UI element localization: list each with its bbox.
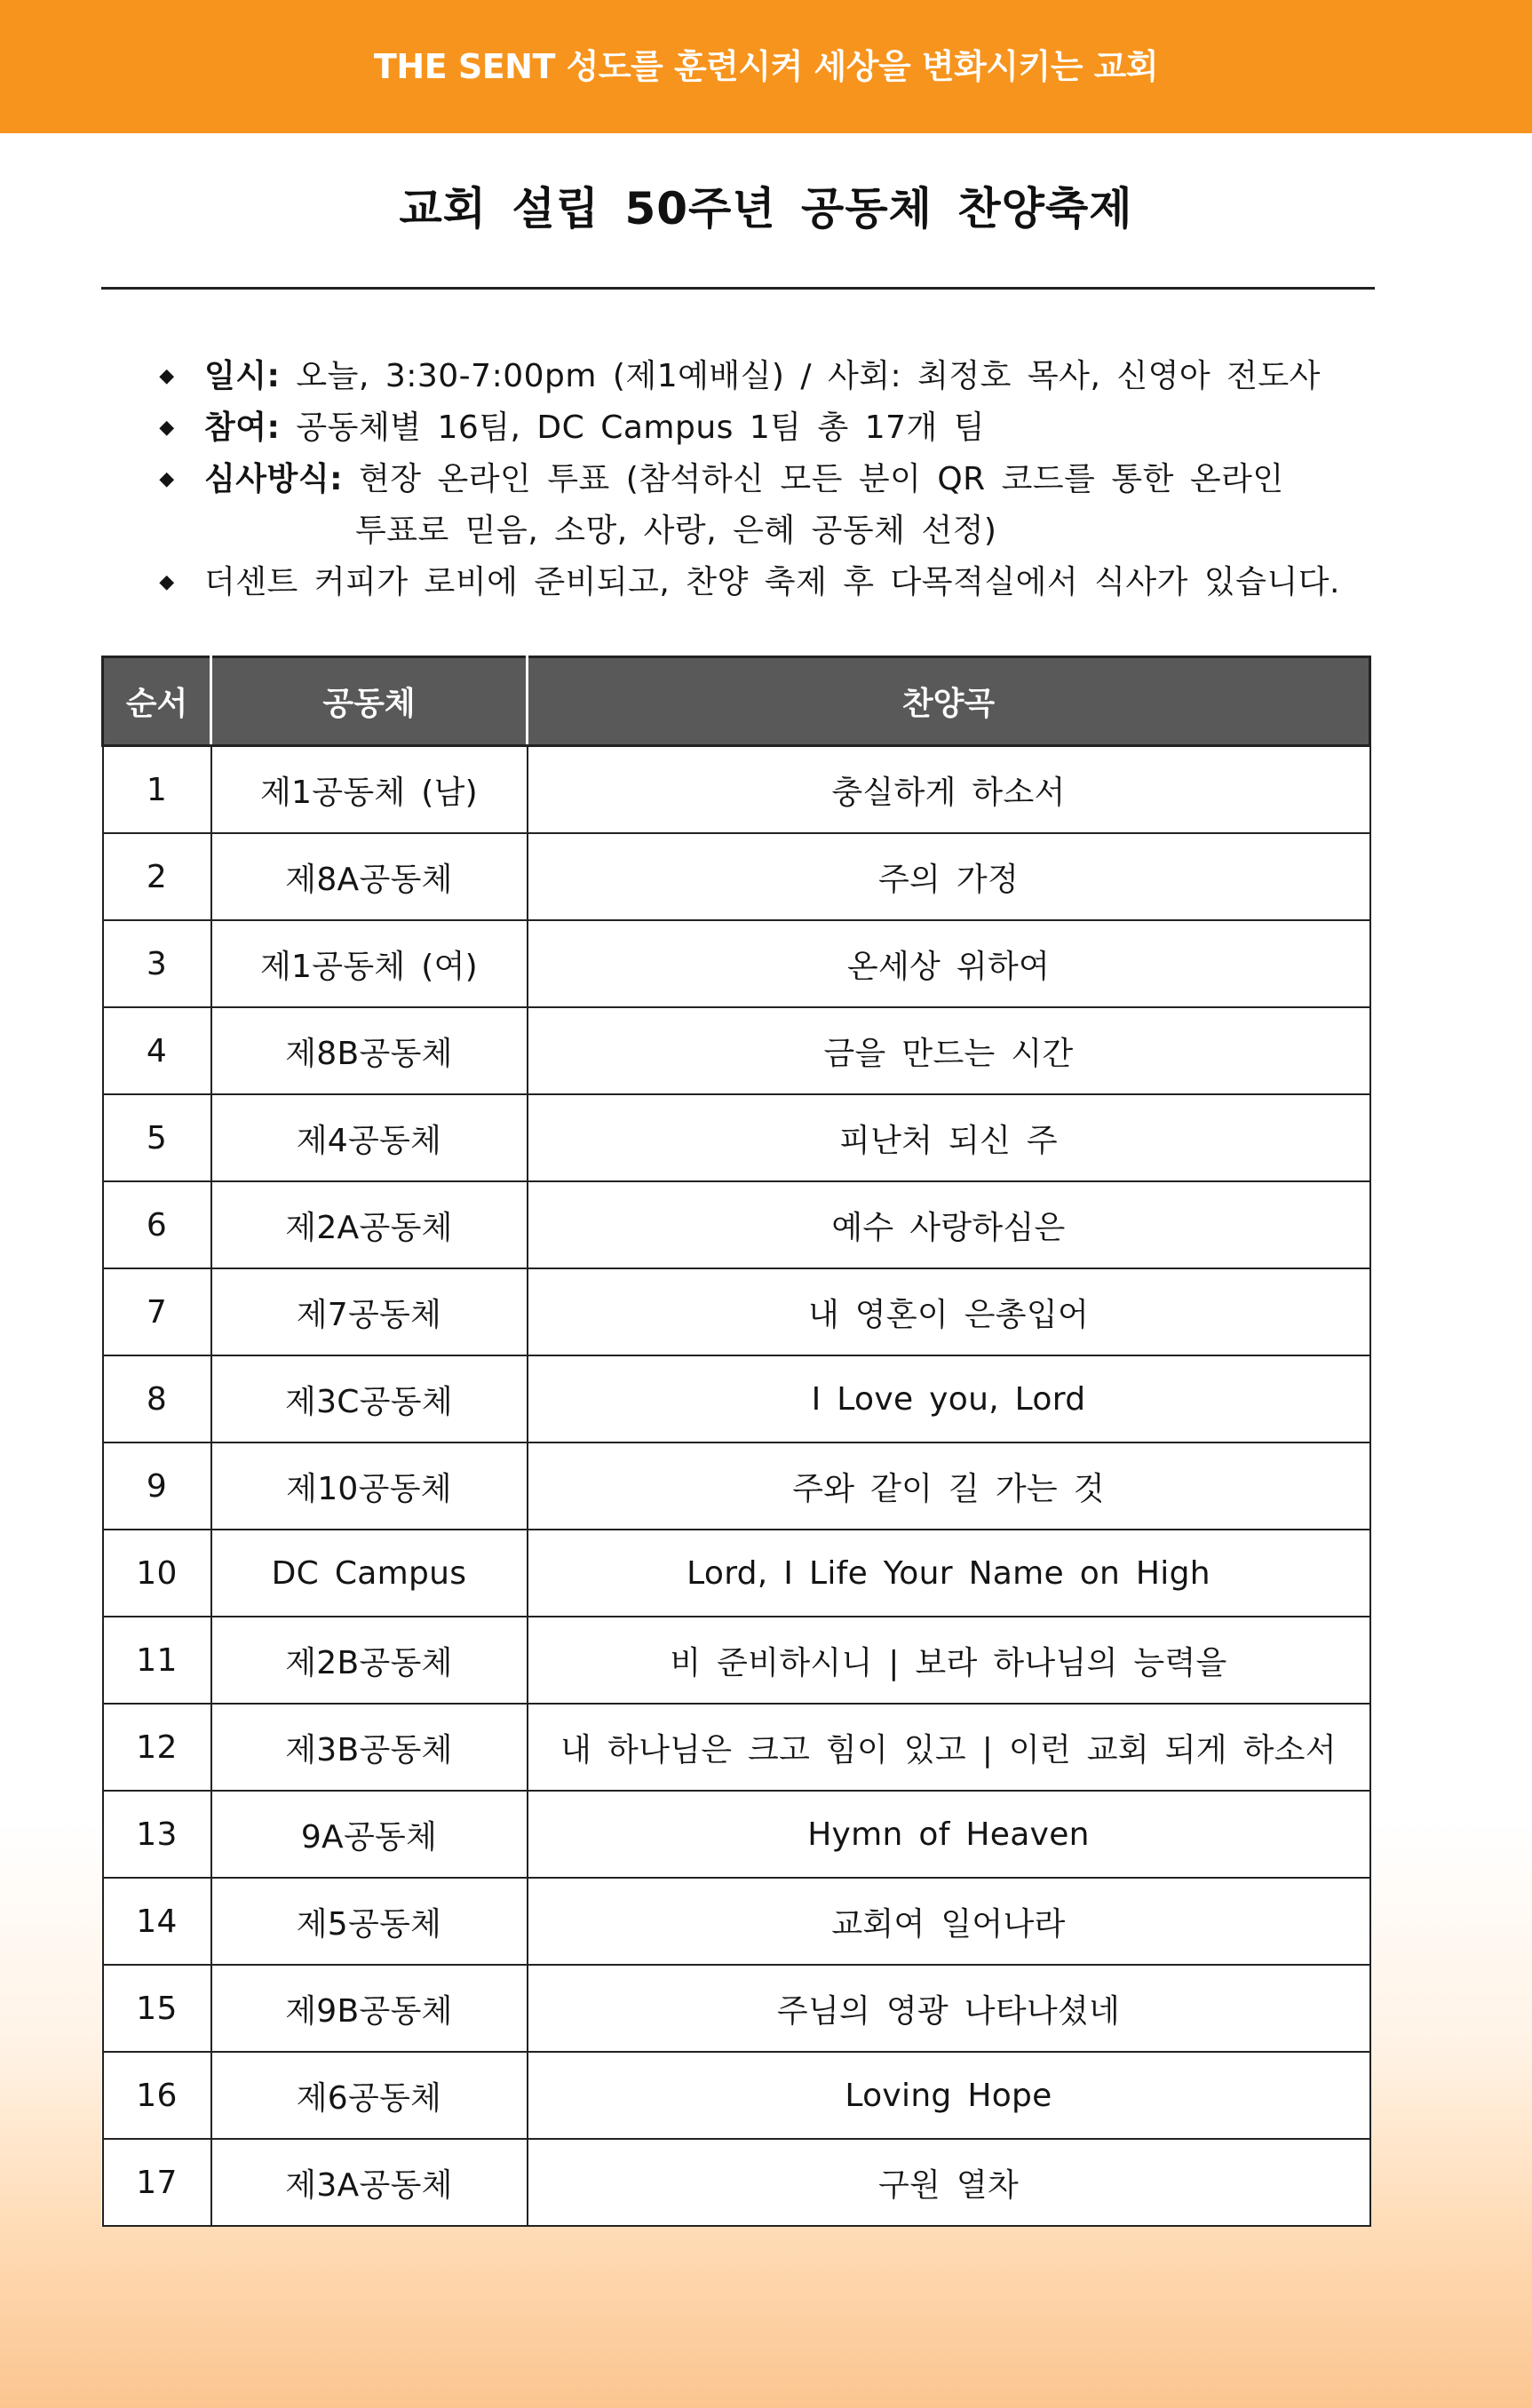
- cell-community: 제3C공동체: [211, 1355, 528, 1442]
- cell-community: 제4공동체: [211, 1094, 528, 1181]
- cell-community: 제8A공동체: [211, 833, 528, 920]
- cell-order: 5: [103, 1094, 211, 1181]
- cell-order: 16: [103, 2052, 211, 2139]
- cell-song: 교회여 일어나라: [528, 1878, 1370, 1965]
- info-text-judging-continued: 투표로 믿음, 소망, 사랑, 은혜 공동체 선정): [355, 513, 997, 549]
- table-row: [103, 1094, 1370, 1181]
- info-label-datetime: 일시:: [204, 358, 281, 394]
- column-header-community: 공동체: [211, 657, 528, 746]
- info-text-judging: 현장 온라인 투표 (참석하신 모든 분이 QR 코드를 통한 온라인: [358, 461, 1284, 497]
- cell-order: 10: [103, 1530, 211, 1617]
- table-row: [103, 2052, 1370, 2139]
- table-row: [103, 1355, 1370, 1442]
- cell-song: 예수 사랑하심은: [528, 1181, 1370, 1268]
- info-text-participation: 공동체별 16팀, DC Campus 1팀 총 17개 팀: [296, 409, 986, 446]
- info-item-datetime: [151, 351, 1412, 402]
- cell-community: 제10공동체: [211, 1442, 528, 1530]
- cell-community: 제2A공동체: [211, 1181, 528, 1268]
- table-row: [103, 1268, 1370, 1355]
- diamond-bullet-icon: ◆: [159, 571, 175, 593]
- page-title: 교회 설립 50주년 공동체 찬양축제: [399, 183, 1133, 234]
- performance-order-table: [101, 656, 1371, 2227]
- cell-order: 3: [103, 920, 211, 1007]
- cell-order: 4: [103, 1007, 211, 1094]
- cell-order: 11: [103, 1617, 211, 1704]
- cell-order: 15: [103, 1965, 211, 2052]
- table-row: [103, 920, 1370, 1007]
- column-header-order: 순서: [103, 657, 211, 746]
- table-row: [103, 1617, 1370, 1704]
- cell-community: 제8B공동체: [211, 1007, 528, 1094]
- cell-song: 내 하나님은 크고 힘이 있고 | 이런 교회 되게 하소서: [528, 1704, 1370, 1791]
- cell-song: 피난처 되신 주: [528, 1094, 1370, 1181]
- info-text-notice: 더센트 커피가 로비에 준비되고, 찬양 축제 후 다목적실에서 식사가 있습니다.: [204, 564, 1340, 600]
- table-row: [103, 1181, 1370, 1268]
- cell-order: 1: [103, 746, 211, 834]
- cell-community: 제9B공동체: [211, 1965, 528, 2052]
- cell-song: Lord, I Life Your Name on High: [528, 1530, 1370, 1617]
- cell-song: I Love you, Lord: [528, 1355, 1370, 1442]
- cell-order: 7: [103, 1268, 211, 1355]
- table-row: [103, 833, 1370, 920]
- table-row: [103, 2139, 1370, 2226]
- cell-community: 제3A공동체: [211, 2139, 528, 2226]
- cell-song: 주의 가정: [528, 833, 1370, 920]
- banner-slogan: THE SENT 성도를 훈련시켜 세상을 변화시키는 교회: [373, 47, 1159, 86]
- title-divider: [101, 287, 1375, 290]
- cell-song: 주님의 영광 나타나셨네: [528, 1965, 1370, 2052]
- table-row: [103, 1704, 1370, 1791]
- cell-order: 9: [103, 1442, 211, 1530]
- cell-community: 제2B공동체: [211, 1617, 528, 1704]
- info-item-judging: [151, 454, 1412, 557]
- diamond-bullet-icon: ◆: [159, 365, 175, 387]
- cell-community: 제1공동체 (여): [211, 920, 528, 1007]
- cell-community: DC Campus: [211, 1530, 528, 1617]
- table-row: [103, 1791, 1370, 1878]
- cell-order: 12: [103, 1704, 211, 1791]
- info-item-notice: [151, 557, 1412, 608]
- cell-order: 13: [103, 1791, 211, 1878]
- cell-song: 내 영혼이 은총입어: [528, 1268, 1370, 1355]
- info-label-judging: 심사방식:: [204, 461, 344, 497]
- diamond-bullet-icon: ◆: [159, 417, 175, 439]
- cell-community: 제7공동체: [211, 1268, 528, 1355]
- cell-order: 2: [103, 833, 211, 920]
- cell-song: 금을 만드는 시간: [528, 1007, 1370, 1094]
- cell-community: 제6공동체: [211, 2052, 528, 2139]
- table-row: [103, 746, 1370, 834]
- table-row: [103, 1878, 1370, 1965]
- diamond-bullet-icon: ◆: [159, 468, 175, 490]
- cell-song: 충실하게 하소서: [528, 746, 1370, 834]
- event-info-list: [151, 351, 1412, 608]
- table-row: [103, 1007, 1370, 1094]
- cell-order: 17: [103, 2139, 211, 2226]
- info-item-participation: [151, 402, 1412, 454]
- table-header: [103, 657, 1370, 746]
- info-text-datetime: 오늘, 3:30-7:00pm (제1예배실) / 사회: 최정호 목사, 신영아 전도사: [296, 358, 1321, 394]
- cell-song: Loving Hope: [528, 2052, 1370, 2139]
- cell-order: 14: [103, 1878, 211, 1965]
- table-row: [103, 1442, 1370, 1530]
- cell-community: 제5공동체: [211, 1878, 528, 1965]
- table-row: [103, 1530, 1370, 1617]
- cell-order: 8: [103, 1355, 211, 1442]
- cell-community: 9A공동체: [211, 1791, 528, 1878]
- table-row: [103, 1965, 1370, 2052]
- cell-community: 제3B공동체: [211, 1704, 528, 1791]
- cell-song: 구원 열차: [528, 2139, 1370, 2226]
- cell-song: 비 준비하시니 | 보라 하나님의 능력을: [528, 1617, 1370, 1704]
- cell-song: 주와 같이 길 가는 것: [528, 1442, 1370, 1530]
- cell-song: Hymn of Heaven: [528, 1791, 1370, 1878]
- info-label-participation: 참여:: [204, 409, 281, 446]
- cell-order: 6: [103, 1181, 211, 1268]
- column-header-song: 찬양곡: [528, 657, 1370, 746]
- cell-song: 온세상 위하여: [528, 920, 1370, 1007]
- table-body: [103, 746, 1370, 2227]
- top-banner: [0, 0, 1532, 133]
- table-header-row: [103, 657, 1370, 746]
- cell-community: 제1공동체 (남): [211, 746, 528, 834]
